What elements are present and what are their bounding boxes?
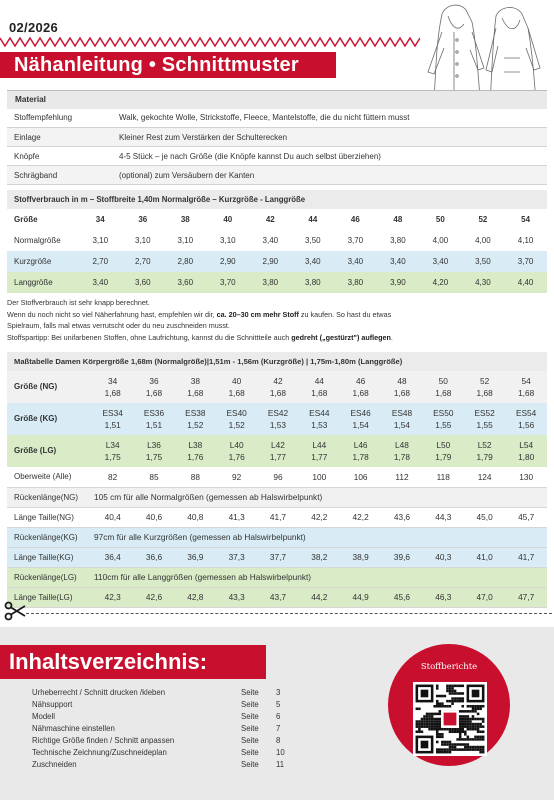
size-code: 54 xyxy=(521,376,531,386)
size-code: 40 xyxy=(232,376,242,386)
body-height: 1,79 xyxy=(476,452,493,462)
body-height: 1,68 xyxy=(145,388,163,398)
size-cell xyxy=(257,403,298,435)
size-header-cell: 54 xyxy=(521,215,531,224)
body-height: 1,56 xyxy=(518,420,535,430)
measure-value: 36,4 xyxy=(92,547,133,567)
measure-value: 36,9 xyxy=(175,547,216,567)
toc-item-seite: Seite xyxy=(241,724,259,733)
size-code: 38 xyxy=(190,376,200,386)
back-length-note: 110cm für alle Langgrößen (gemessen ab Halswirbelpunkt) xyxy=(92,567,547,587)
body-height: 1,52 xyxy=(187,420,204,430)
fabric-header-row xyxy=(7,209,547,230)
toc-item-title: Richtige Größe finden / Schnitt anpassen xyxy=(32,736,175,745)
size-header-cell: 34 xyxy=(95,215,105,224)
body-height: 1,55 xyxy=(476,420,493,430)
measure-value: 82 xyxy=(92,467,133,487)
toc-item-page: 7 xyxy=(276,724,281,733)
toc-item-title: Modell xyxy=(32,712,55,721)
size-cell xyxy=(216,403,257,435)
size-code: L44 xyxy=(312,440,327,450)
fabric-value-cell: 4,00 xyxy=(432,236,449,245)
material-row xyxy=(7,166,547,185)
toc-item-title: Nähsupport xyxy=(32,700,73,709)
size-code: ES54 xyxy=(515,408,537,418)
measure-value: 92 xyxy=(216,467,257,487)
toc-item[interactable] xyxy=(32,760,292,772)
size-cell xyxy=(257,435,298,467)
page-header xyxy=(0,0,554,90)
size-cell xyxy=(464,371,505,403)
fabric-consumption-table xyxy=(7,190,547,293)
size-code: ES36 xyxy=(143,408,165,418)
measure-label: Rückenlänge(LG) xyxy=(7,567,92,587)
body-height: 1,68 xyxy=(518,388,535,398)
size-cell xyxy=(505,371,547,403)
measure-value: 40,4 xyxy=(92,507,133,527)
issue-number: 02/2026 xyxy=(9,20,59,35)
fabric-value-cell: 2,70 xyxy=(122,251,165,272)
fabric-notes xyxy=(7,297,547,343)
size-cell xyxy=(175,403,216,435)
measure-value: 46,3 xyxy=(423,587,464,607)
material-value: (optional) zum Versäubern der Kanten xyxy=(112,166,547,185)
size-code: L34 xyxy=(105,440,120,450)
measure-value: 118 xyxy=(423,467,464,487)
measure-value: 42,2 xyxy=(340,507,381,527)
fabric-value-cell: 3,80 xyxy=(292,272,335,293)
zigzag-stitch-decoration xyxy=(0,36,420,48)
size-row-label: Größe (KG) xyxy=(7,403,92,435)
fabric-value-cell: 3,50 xyxy=(462,251,505,272)
size-code: 52 xyxy=(480,376,490,386)
size-cell xyxy=(340,403,381,435)
material-row xyxy=(7,147,547,166)
body-height: 1,68 xyxy=(352,388,369,398)
toc-item[interactable] xyxy=(32,736,292,748)
size-cell xyxy=(299,403,340,435)
fabric-value-cell: 3,10 xyxy=(92,236,109,245)
fabric-value-cell: 3,70 xyxy=(207,272,250,293)
toc-item-page: 6 xyxy=(276,712,281,721)
size-code: 42 xyxy=(273,376,283,386)
size-cell xyxy=(423,403,464,435)
material-label: Stoffempfehlung xyxy=(7,109,112,128)
size-code: ES38 xyxy=(185,408,206,418)
material-value: Kleiner Rest zum Verstärken der Schulterecken xyxy=(112,128,547,147)
size-cell xyxy=(299,371,340,403)
size-code: 36 xyxy=(149,376,159,386)
fabric-value-cell: 2,90 xyxy=(249,251,292,272)
size-cell xyxy=(133,435,174,467)
fabric-value-cell: 2,70 xyxy=(79,251,122,272)
size-code: ES34 xyxy=(102,408,123,418)
measure-value: 112 xyxy=(381,467,422,487)
body-height: 1,68 xyxy=(228,388,245,398)
measure-label: Rückenlänge(KG) xyxy=(7,527,92,547)
size-header-cell: 42 xyxy=(265,215,275,224)
toc-item[interactable] xyxy=(32,712,292,724)
measure-label: Länge Taille(LG) xyxy=(7,587,92,607)
size-code: 50 xyxy=(438,376,448,386)
size-cell xyxy=(381,435,422,467)
size-code: L54 xyxy=(519,440,534,450)
back-length-row xyxy=(7,527,547,547)
fabric-value-cell: 3,40 xyxy=(419,251,462,272)
size-code: ES48 xyxy=(391,408,413,418)
body-height: 1,68 xyxy=(104,388,121,398)
size-cell xyxy=(340,435,381,467)
size-cell xyxy=(423,435,464,467)
measure-value: 42,6 xyxy=(133,587,174,607)
measure-value: 45,0 xyxy=(464,507,505,527)
size-header-cell: 38 xyxy=(180,215,190,224)
back-length-note: 97cm für alle Kurzgrößen (gemessen ab Halswirbelpunkt) xyxy=(92,527,547,547)
toc-list xyxy=(32,688,292,772)
fabric-value-cell: 3,70 xyxy=(347,236,364,245)
fabric-value-cell: 3,60 xyxy=(122,272,165,293)
size-code: ES42 xyxy=(267,408,289,418)
size-code: 46 xyxy=(356,376,366,386)
measure-value: 43,6 xyxy=(381,507,422,527)
size-header-cell: 40 xyxy=(223,215,233,224)
fabric-value-cell: 3,80 xyxy=(249,272,292,293)
measure-value: 41,0 xyxy=(464,547,505,567)
size-code: L42 xyxy=(271,440,285,450)
measure-value: 40,6 xyxy=(133,507,174,527)
measure-value: 124 xyxy=(464,467,505,487)
measure-value: 41,7 xyxy=(257,507,298,527)
toc-item-seite: Seite xyxy=(241,748,259,757)
measure-value: 37,3 xyxy=(216,547,257,567)
body-height: 1,68 xyxy=(435,388,452,398)
measure-row xyxy=(7,467,547,487)
fabric-row-label: Langgröße xyxy=(7,272,79,293)
fabric-value-cell: 4,40 xyxy=(504,272,547,293)
measure-value: 44,9 xyxy=(340,587,381,607)
measure-value: 42,2 xyxy=(299,507,340,527)
fabric-value-cell: 3,60 xyxy=(164,272,207,293)
body-height: 1,79 xyxy=(435,452,452,462)
fabric-value-cell: 3,10 xyxy=(177,236,194,245)
material-label: Schrägband xyxy=(7,166,112,185)
size-code: 48 xyxy=(397,376,407,386)
measure-row xyxy=(7,507,547,527)
body-height: 1,68 xyxy=(476,388,493,398)
toc-item-seite: Seite xyxy=(241,760,259,769)
size-header-cell: 48 xyxy=(393,215,403,224)
measure-value: 96 xyxy=(257,467,298,487)
size-cell xyxy=(216,371,257,403)
measure-value: 106 xyxy=(340,467,381,487)
qr-code-icon[interactable] xyxy=(413,682,487,756)
measure-value: 39,6 xyxy=(381,547,422,567)
size-code: L52 xyxy=(477,440,492,450)
back-length-row xyxy=(7,567,547,587)
size-code: ES44 xyxy=(309,408,330,418)
fabric-value-cell: 4,10 xyxy=(517,236,534,245)
fabric-value-cell: 3,10 xyxy=(220,236,236,245)
fabric-value-cell: 3,40 xyxy=(334,251,377,272)
fabric-value-cell: 4,00 xyxy=(475,236,491,245)
size-cell xyxy=(92,403,133,435)
measure-label: Länge Taille(NG) xyxy=(7,507,92,527)
size-code: L48 xyxy=(395,440,409,450)
toc-title: Inhaltsverzeichnis: xyxy=(9,649,208,674)
fabric-value-cell: 3,70 xyxy=(504,251,547,272)
fabric-value-cell: 3,80 xyxy=(334,272,377,293)
size-header-cell: 46 xyxy=(350,215,360,224)
size-chart-table xyxy=(7,352,547,608)
size-header-label: Größe xyxy=(14,215,38,224)
size-cell xyxy=(464,435,505,467)
note-line: Stoffspartipp: Bei unifarbenen Stoffen, ohne Laufrichtung, kannst du die Schnittteile auch gedreht („gestürzt") auflegen. xyxy=(7,332,393,342)
body-height: 1,51 xyxy=(104,420,121,430)
body-height: 1,78 xyxy=(352,452,369,462)
size-cell xyxy=(340,371,381,403)
measure-value: 47,0 xyxy=(464,587,505,607)
fabric-value-cell: 3,40 xyxy=(292,251,335,272)
body-height: 1,54 xyxy=(352,420,369,430)
toc-item-seite: Seite xyxy=(241,736,259,745)
fabric-row-label: Normalgröße xyxy=(14,236,61,245)
measure-label: Länge Taille(KG) xyxy=(7,547,92,567)
measure-value: 42,8 xyxy=(175,587,216,607)
body-height: 1,68 xyxy=(393,388,411,398)
fabric-value-cell: 3,40 xyxy=(79,272,122,293)
size-cell xyxy=(381,403,422,435)
size-code: 44 xyxy=(314,376,324,386)
fabric-row xyxy=(7,272,547,293)
badge-label-arc xyxy=(388,644,510,684)
size-cell xyxy=(464,403,505,435)
measure-value: 41,3 xyxy=(216,507,257,527)
fabric-value-cell: 3,80 xyxy=(390,236,406,245)
material-label: Einlage xyxy=(7,128,112,147)
material-title: Material xyxy=(7,91,547,109)
size-code: ES40 xyxy=(226,408,247,418)
body-height: 1,75 xyxy=(104,452,121,462)
fabric-value-cell: 3,50 xyxy=(305,236,321,245)
measure-value: 88 xyxy=(175,467,216,487)
size-header-cell: 52 xyxy=(478,215,488,224)
size-code: ES46 xyxy=(350,408,371,418)
fabric-consumption-title: Stoffverbrauch in m – Stoffbreite 1,40m Normalgröße – Kurzgröße - Langgröße xyxy=(7,190,547,209)
fabric-value-cell: 2,90 xyxy=(207,251,250,272)
size-code: ES50 xyxy=(433,408,454,418)
toc-item-page: 10 xyxy=(276,748,285,757)
material-row xyxy=(7,128,547,147)
fabric-value-cell: 3,40 xyxy=(377,251,420,272)
measure-value: 36,6 xyxy=(133,547,174,567)
measure-value: 130 xyxy=(505,467,547,487)
body-height: 1,76 xyxy=(228,452,245,462)
size-cell xyxy=(92,435,133,467)
toc-item[interactable] xyxy=(32,700,292,712)
body-height: 1,78 xyxy=(393,452,411,462)
body-height: 1,55 xyxy=(435,420,452,430)
size-row xyxy=(7,435,547,467)
toc-item-title: Technische Zeichnung/Zuschneideplan xyxy=(32,748,167,757)
toc-item-seite: Seite xyxy=(241,712,259,721)
fabric-value-cell: 3,90 xyxy=(377,272,420,293)
measure-value: 41,7 xyxy=(505,547,547,567)
size-cell xyxy=(133,371,174,403)
material-row xyxy=(7,109,547,128)
body-height: 1,52 xyxy=(228,420,245,430)
measure-value: 45,6 xyxy=(381,587,422,607)
size-row-label: Größe (NG) xyxy=(7,371,92,403)
note-line: Wenn du noch nicht so viel Näherfahrung hast, empfehlen wir dir, ca. 20–30 cm mehr Stoff zu kaufen. So hast du etwas xyxy=(7,309,392,319)
measure-row xyxy=(7,587,547,607)
size-code: L36 xyxy=(147,440,161,450)
body-height: 1,68 xyxy=(311,388,328,398)
toc-item-title: Nähmaschine einstellen xyxy=(32,724,115,733)
toc-item[interactable] xyxy=(32,748,292,760)
size-cell xyxy=(175,435,216,467)
size-header-cell: 44 xyxy=(308,215,318,224)
body-height: 1,68 xyxy=(187,388,204,398)
badge-label: Stoffberichte xyxy=(420,662,478,672)
size-cell xyxy=(423,371,464,403)
size-chart-title: Maßtabelle Damen Körpergröße 1,68m (Normalgröße)|1,51m - 1,56m (Kurzgröße) | 1,75m-1,80m (Langgröße) xyxy=(7,352,547,371)
size-header-cell: 36 xyxy=(138,215,148,224)
size-code: L38 xyxy=(188,440,203,450)
material-table xyxy=(7,90,547,185)
material-value: 4-5 Stück – je nach Größe (die Knöpfe kannst Du auch selbst überziehen) xyxy=(112,147,547,166)
size-code: 34 xyxy=(108,376,118,386)
page-title: Nähanleitung • Schnittmuster xyxy=(14,54,299,76)
fabric-value-cell: 2,80 xyxy=(164,251,207,272)
toc-item-page: 11 xyxy=(276,760,285,769)
body-height: 1,54 xyxy=(393,420,411,430)
measure-value: 40,8 xyxy=(175,507,216,527)
measure-value: 38,9 xyxy=(340,547,381,567)
size-cell xyxy=(257,371,298,403)
note-line: Der Stoffverbrauch ist sehr knapp berechnet. xyxy=(7,298,150,307)
size-cell xyxy=(505,403,547,435)
size-row xyxy=(7,403,547,435)
size-cell xyxy=(505,435,547,467)
body-height: 1,76 xyxy=(187,452,204,462)
fabric-value-cell: 4,20 xyxy=(419,272,462,293)
toc-item-title: Urheberrecht / Schnitt drucken /kleben xyxy=(32,688,166,697)
size-code: L40 xyxy=(229,440,244,450)
measure-value: 38,2 xyxy=(299,547,340,567)
measure-value: 43,7 xyxy=(257,587,298,607)
size-cell xyxy=(299,435,340,467)
toc-item-seite: Seite xyxy=(241,688,259,697)
measure-value: 43,3 xyxy=(216,587,257,607)
size-row xyxy=(7,371,547,403)
size-cell xyxy=(216,435,257,467)
measure-value: 85 xyxy=(133,467,174,487)
body-height: 1,51 xyxy=(145,420,163,430)
material-label: Knöpfe xyxy=(7,147,112,166)
fabric-row-label: Kurzgröße xyxy=(7,251,79,272)
toc-item[interactable] xyxy=(32,688,292,700)
fabric-row xyxy=(7,251,547,272)
body-height: 1,68 xyxy=(269,388,287,398)
size-row-label: Größe (LG) xyxy=(7,435,92,467)
body-height: 1,53 xyxy=(269,420,287,430)
fabric-value-cell: 4,30 xyxy=(462,272,505,293)
measure-value: 47,7 xyxy=(505,587,547,607)
size-cell xyxy=(133,403,174,435)
measure-value: 44,2 xyxy=(299,587,340,607)
toc-item-title: Zuschneiden xyxy=(32,760,77,769)
toc-item[interactable] xyxy=(32,724,292,736)
size-code: ES52 xyxy=(474,408,495,418)
size-code: L50 xyxy=(436,440,451,450)
body-height: 1,75 xyxy=(145,452,163,462)
size-cell xyxy=(381,371,422,403)
material-value: Walk, gekochte Wolle, Strickstoffe, Fleece, Mantelstoffe, die du nicht füttern musst xyxy=(112,109,547,128)
fabric-row xyxy=(7,230,547,251)
toc-item-page: 5 xyxy=(276,700,281,709)
toc-item-page: 3 xyxy=(276,688,281,697)
back-length-row xyxy=(7,487,547,507)
cut-line xyxy=(26,613,552,614)
measure-row xyxy=(7,547,547,567)
measure-value: 37,7 xyxy=(257,547,298,567)
measure-label: Rückenlänge(NG) xyxy=(7,487,92,507)
body-height: 1,77 xyxy=(311,452,328,462)
measure-value: 44,3 xyxy=(423,507,464,527)
body-height: 1,53 xyxy=(311,420,328,430)
measure-value: 40,3 xyxy=(423,547,464,567)
toc-item-seite: Seite xyxy=(241,700,259,709)
size-cell xyxy=(175,371,216,403)
fabric-value-cell: 3,40 xyxy=(262,236,279,245)
note-line: Spielraum, falls mal etwas verrutscht oder du neu zuschneiden musst. xyxy=(7,321,230,330)
back-length-note: 105 cm für alle Normalgrößen (gemessen ab Halswirbelpunkt) xyxy=(92,487,547,507)
size-code: L46 xyxy=(353,440,368,450)
size-cell xyxy=(92,371,133,403)
size-header-cell: 50 xyxy=(435,215,445,224)
measure-value: 100 xyxy=(299,467,340,487)
measure-value: 42,3 xyxy=(92,587,133,607)
body-height: 1,80 xyxy=(518,452,535,462)
fabric-value-cell: 3,10 xyxy=(134,236,151,245)
measure-label: Oberweite (Alle) xyxy=(7,467,92,487)
body-height: 1,77 xyxy=(269,452,287,462)
toc-item-page: 8 xyxy=(276,736,281,745)
scissors-icon xyxy=(4,601,26,621)
measure-value: 45,7 xyxy=(505,507,547,527)
